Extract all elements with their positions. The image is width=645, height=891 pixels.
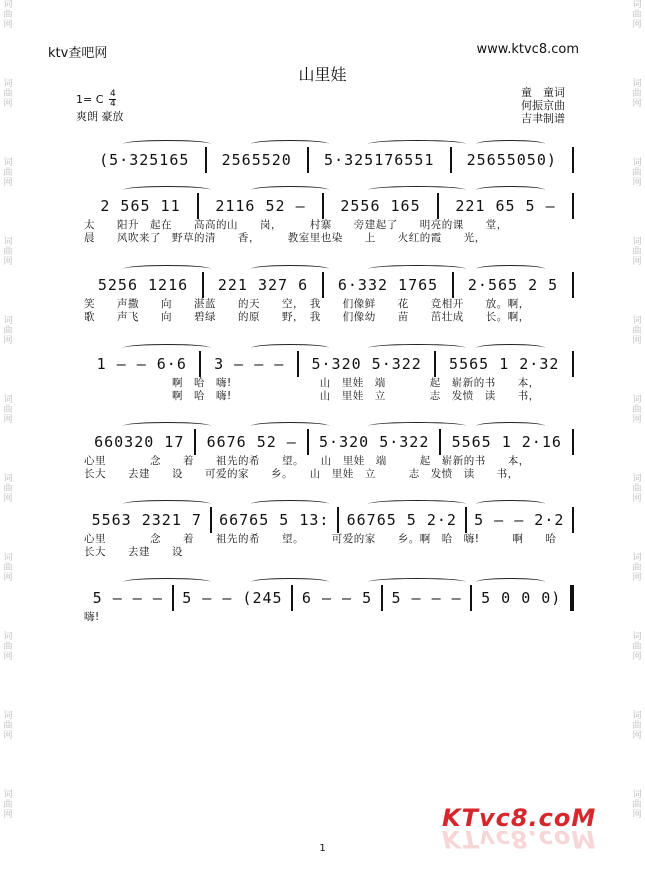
watermark-glyph: 网 <box>632 99 642 109</box>
lyric-line: 嗨! <box>84 611 100 623</box>
watermark-glyph: 网 <box>3 731 13 741</box>
watermark-glyph: 曲 <box>3 563 13 573</box>
composer: 何振京曲 <box>521 99 565 112</box>
watermark-glyph: 词 <box>3 474 13 484</box>
measure: 2·565 2 5 <box>467 276 559 294</box>
watermark-glyph: 曲 <box>3 800 13 810</box>
watermark-glyph: 曲 <box>632 168 642 178</box>
score-system <box>84 419 574 481</box>
measure: 5565 1 2·32 <box>449 355 560 373</box>
lyric-line: 啊 哈 嗨! 山 里娃 端 起 崭新的书 本， <box>84 377 540 389</box>
notes-row <box>84 351 574 377</box>
key-signature <box>76 90 116 109</box>
measure: 2556 165 <box>340 197 421 215</box>
watermark-group <box>632 790 641 869</box>
ktvc8-logo <box>442 804 597 864</box>
watermark-glyph: 网 <box>632 573 642 583</box>
watermark-group <box>632 553 641 632</box>
score-system <box>84 575 574 624</box>
measure: 2116 52 — <box>215 197 306 215</box>
measure: 1 — — 6·6 <box>96 355 187 373</box>
watermark-glyph: 网 <box>3 810 13 820</box>
notes-row <box>84 507 574 533</box>
watermark-glyph: 网 <box>3 20 13 30</box>
lyric-line: 歌 声飞 向 碧绿 的原 野， 我 们像幼 苗 茁壮成 长。啊， <box>84 311 530 323</box>
watermark-glyph: 曲 <box>632 326 642 336</box>
watermark-glyph: 曲 <box>632 800 642 810</box>
watermark-glyph: 词 <box>632 474 642 484</box>
watermark-glyph: 曲 <box>632 10 642 20</box>
watermark-group <box>3 711 12 790</box>
slur-row <box>84 341 574 351</box>
watermark-group <box>3 79 12 158</box>
slur-row <box>84 497 574 507</box>
arranger: 吉聿制谱 <box>521 112 565 125</box>
watermark-glyph: 网 <box>3 494 13 504</box>
watermark-glyph: 曲 <box>632 484 642 494</box>
measure: 5·320 5·322 <box>311 355 422 373</box>
watermark-glyph: 词 <box>3 790 13 800</box>
score-system <box>84 341 574 403</box>
measure: 221 65 5 — <box>455 197 556 215</box>
barline <box>572 507 574 533</box>
watermark-glyph: 网 <box>3 336 13 346</box>
watermark-glyph: 词 <box>3 316 13 326</box>
watermark-glyph: 曲 <box>3 168 13 178</box>
notes-row <box>84 147 574 173</box>
site-name: ktv查吧网 <box>48 46 108 61</box>
watermark-glyph: 曲 <box>3 721 13 731</box>
watermark-glyph: 网 <box>3 178 13 188</box>
watermark-glyph: 曲 <box>3 326 13 336</box>
barline <box>570 585 574 611</box>
barline <box>572 429 574 455</box>
measure: 5·325176551 <box>324 151 435 169</box>
song-title: 山里娃 <box>298 65 347 84</box>
watermark-glyph: 曲 <box>3 10 13 20</box>
watermark-group <box>632 474 641 553</box>
watermark-glyph: 曲 <box>3 642 13 652</box>
watermark-glyph: 词 <box>3 553 13 563</box>
watermark-glyph: 词 <box>632 237 642 247</box>
measure: (5·325165 <box>99 151 190 169</box>
lyric-line: 啊 哈 嗨! 山 里娃 立 志 发愤 读 书， <box>84 390 540 402</box>
credits <box>521 86 565 125</box>
watermark-glyph: 词 <box>632 79 642 89</box>
watermark-glyph: 网 <box>632 494 642 504</box>
watermark-glyph: 曲 <box>632 247 642 257</box>
notes-row <box>84 193 574 219</box>
score-system <box>84 183 574 245</box>
measure: 221 327 6 <box>217 276 309 294</box>
watermark-glyph: 网 <box>632 731 642 741</box>
measure: 660320 17 <box>94 433 185 451</box>
watermark-glyph: 词 <box>632 553 642 563</box>
slur-row <box>84 183 574 193</box>
score-system <box>84 137 574 173</box>
watermark-group <box>3 395 12 474</box>
watermark-glyph: 曲 <box>632 642 642 652</box>
watermark-column-left <box>0 0 16 891</box>
measure: 5 — — (245 <box>182 589 283 607</box>
watermark-group <box>632 237 641 316</box>
watermark-group <box>632 395 641 474</box>
watermark-group <box>632 711 641 790</box>
style-marking: 爽朗 豪放 <box>76 110 124 123</box>
measure: 3 — — — <box>214 355 285 373</box>
watermark-glyph: 词 <box>632 158 642 168</box>
time-top: 4 <box>110 89 116 99</box>
watermark-group <box>632 158 641 237</box>
measure: 66765 5 13: <box>219 511 330 529</box>
watermark-group <box>3 553 12 632</box>
watermark-glyph: 网 <box>632 257 642 267</box>
watermark-glyph: 网 <box>3 99 13 109</box>
watermark-column-right <box>629 0 645 891</box>
lyric-line: 晨 风吹来了 野草的清 香， 教室里也染 上 火红的霞 光， <box>84 232 486 244</box>
watermark-group <box>3 316 12 395</box>
slur-row <box>84 419 574 429</box>
measure: 5·320 5·322 <box>319 433 430 451</box>
watermark-glyph: 词 <box>3 79 13 89</box>
page-number: 1 <box>319 843 326 854</box>
measure: 5256 1216 <box>97 276 189 294</box>
lyric-line: 太 阳升 起在 高高的山 岗， 村寨 旁建起了 明亮的课 堂， <box>84 219 508 231</box>
lyric-line: 心里 念 着 祖先的希 望。 可爱的家 乡。啊 哈 嗨! 啊 哈 <box>84 533 557 545</box>
barline <box>572 193 574 219</box>
lyric-line: 笑 声撒 向 湛蓝 的天 空， 我 们像鲜 花 竞相开 放。啊， <box>84 298 530 310</box>
barline <box>572 351 574 377</box>
watermark-glyph: 网 <box>3 573 13 583</box>
watermark-glyph: 网 <box>632 415 642 425</box>
measure: 5 0 0 0) <box>481 589 562 607</box>
watermark-glyph: 曲 <box>3 89 13 99</box>
watermark-glyph: 网 <box>3 415 13 425</box>
site-url: www.ktvc8.com <box>476 42 579 57</box>
notes-row <box>84 585 574 611</box>
watermark-glyph: 词 <box>3 237 13 247</box>
measure: 5 — — — <box>92 589 163 607</box>
watermark-glyph: 词 <box>3 395 13 405</box>
watermark-group <box>632 316 641 395</box>
watermark-group <box>3 237 12 316</box>
watermark-group <box>3 158 12 237</box>
watermark-group <box>632 79 641 158</box>
watermark-glyph: 词 <box>632 790 642 800</box>
measure: 5563 2321 7 <box>91 511 202 529</box>
watermark-glyph: 曲 <box>3 484 13 494</box>
watermark-glyph: 词 <box>3 158 13 168</box>
notes-row <box>84 429 574 455</box>
watermark-glyph: 网 <box>632 178 642 188</box>
watermark-glyph: 曲 <box>3 247 13 257</box>
lyric-line: 长大 去建 设 <box>84 546 183 558</box>
watermark-glyph: 网 <box>632 336 642 346</box>
slur-row <box>84 262 574 272</box>
slur-row <box>84 137 574 147</box>
watermark-glyph: 词 <box>632 316 642 326</box>
watermark-glyph: 网 <box>3 652 13 662</box>
notes-row <box>84 272 574 298</box>
watermark-group <box>3 474 12 553</box>
lyric-line: 长大 去建 设 可爱的家 乡。 山 里娃 立 志 发愤 读 书， <box>84 468 519 480</box>
lyricist: 童 童词 <box>521 86 565 99</box>
measure: 6676 52 — <box>206 433 297 451</box>
watermark-group <box>3 790 12 869</box>
time-signature <box>109 90 116 109</box>
measure: 5 — — 2·2 <box>474 511 565 529</box>
measure: 66765 5 2·2 <box>346 511 457 529</box>
barline <box>572 147 574 173</box>
measure: 6·332 1765 <box>337 276 439 294</box>
watermark-glyph: 词 <box>3 0 13 10</box>
watermark-group <box>3 632 12 711</box>
measure: 2 565 11 <box>100 197 181 215</box>
watermark-glyph: 网 <box>632 652 642 662</box>
slur-row <box>84 575 574 585</box>
watermark-glyph: 曲 <box>632 563 642 573</box>
watermark-glyph: 网 <box>632 810 642 820</box>
measure: 2565520 <box>221 151 292 169</box>
barline <box>572 272 574 298</box>
measure: 5 — — — <box>391 589 462 607</box>
watermark-glyph: 词 <box>632 0 642 10</box>
watermark-glyph: 词 <box>3 632 13 642</box>
lyric-line: 心里 念 着 祖先的希 望。 山 里娃 端 起 崭新的书 本， <box>84 455 530 467</box>
measure: 25655050) <box>466 151 557 169</box>
watermark-group <box>632 632 641 711</box>
score-system <box>84 262 574 324</box>
watermark-glyph: 网 <box>3 257 13 267</box>
watermark-glyph: 词 <box>3 711 13 721</box>
watermark-glyph: 曲 <box>632 721 642 731</box>
key-label: 1= C <box>76 93 104 106</box>
watermark-glyph: 曲 <box>632 89 642 99</box>
watermark-glyph: 词 <box>632 711 642 721</box>
watermark-glyph: 曲 <box>3 405 13 415</box>
watermark-glyph: 曲 <box>632 405 642 415</box>
watermark-glyph: 词 <box>632 395 642 405</box>
logo-reflection: KTvc8.coM <box>442 825 597 853</box>
measure: 5565 1 2·16 <box>451 433 562 451</box>
measure: 6 — — 5 <box>301 589 373 607</box>
watermark-glyph: 网 <box>632 20 642 30</box>
score-system <box>84 497 574 559</box>
watermark-glyph: 词 <box>632 632 642 642</box>
time-bottom: 4 <box>110 99 116 109</box>
logo-text: KTvc8.coM <box>442 804 597 832</box>
